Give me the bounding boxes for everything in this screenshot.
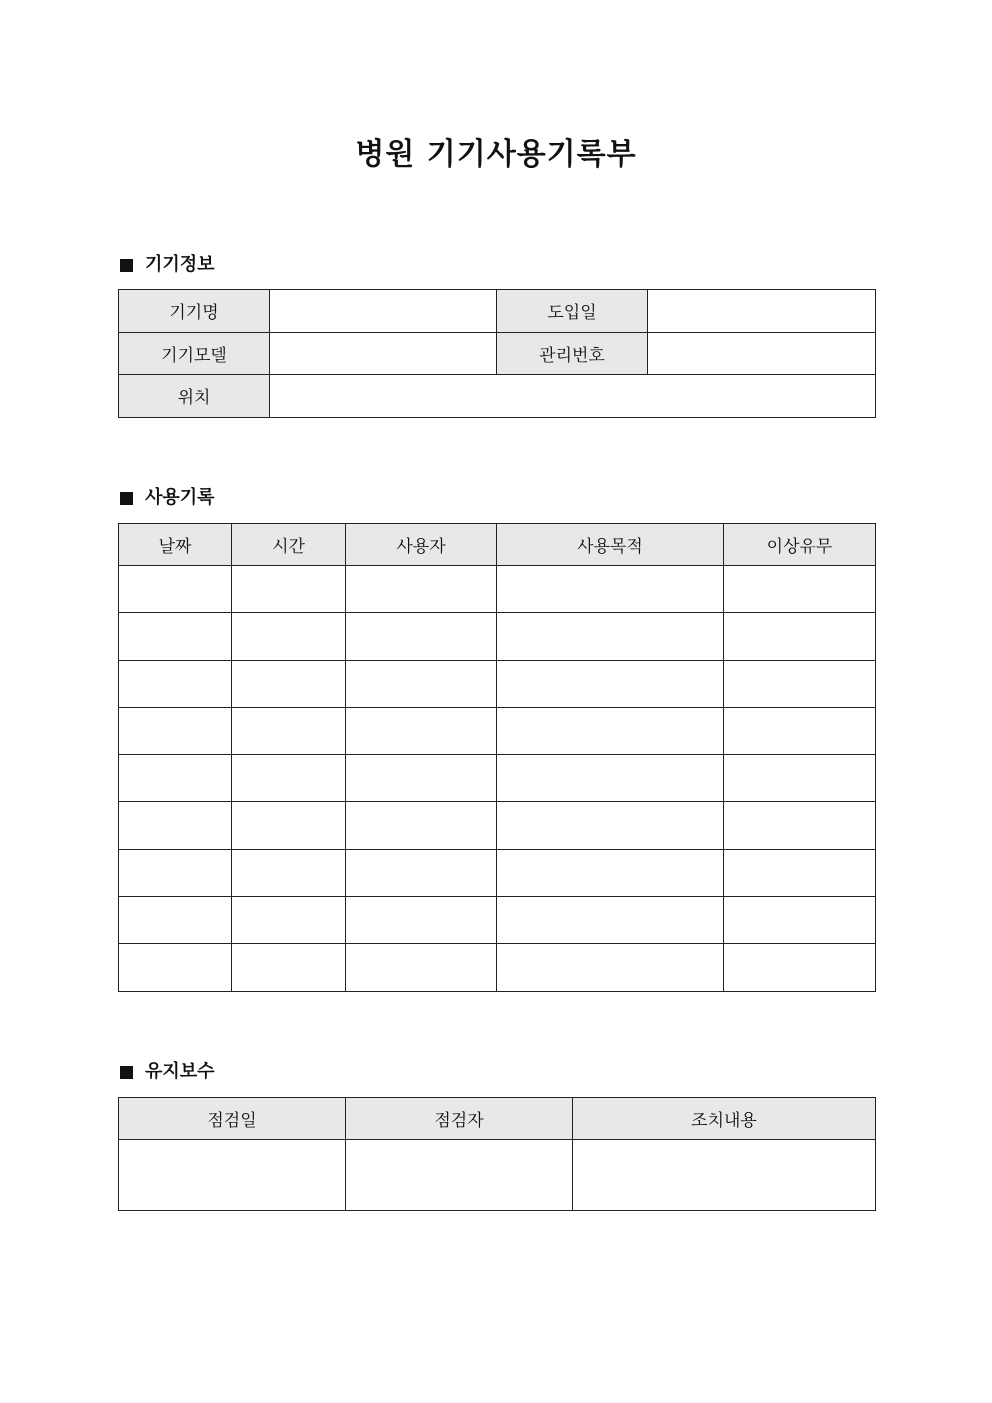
device-model-field[interactable]: [270, 332, 497, 375]
table-cell[interactable]: [497, 849, 724, 896]
table-cell[interactable]: [346, 566, 497, 613]
table-cell[interactable]: [232, 802, 346, 849]
table-cell[interactable]: [497, 944, 724, 991]
square-bullet-icon: [120, 492, 133, 505]
table-cell[interactable]: [724, 944, 876, 991]
table-cell[interactable]: [232, 849, 346, 896]
section-heading-usage-record: [118, 486, 215, 510]
table-row: [119, 707, 876, 754]
intro-date-label: 도입일: [497, 290, 648, 333]
table-cell[interactable]: [724, 897, 876, 944]
section-heading-label: 유지보수: [145, 1061, 215, 1082]
table-row: [119, 566, 876, 613]
management-no-label: 관리번호: [497, 332, 648, 375]
table-cell[interactable]: [497, 660, 724, 707]
table-cell[interactable]: [724, 802, 876, 849]
table-cell[interactable]: [346, 707, 497, 754]
table-cell[interactable]: [724, 849, 876, 896]
column-header-time: 시간: [232, 524, 346, 566]
table-cell[interactable]: [497, 566, 724, 613]
device-name-label: 기기명: [119, 290, 270, 333]
column-header-inspection-date: 점검일: [119, 1098, 346, 1140]
table-cell[interactable]: [232, 755, 346, 802]
table-cell[interactable]: [232, 660, 346, 707]
table-row: [119, 290, 876, 333]
device-model-label: 기기모델: [119, 332, 270, 375]
square-bullet-icon: [120, 259, 133, 272]
table-row: [119, 660, 876, 707]
table-cell[interactable]: [346, 755, 497, 802]
table-cell[interactable]: [346, 897, 497, 944]
device-info-table: [118, 289, 876, 418]
usage-record-table: [118, 523, 876, 992]
table-cell[interactable]: [724, 660, 876, 707]
column-header-date: 날짜: [119, 524, 232, 566]
table-cell[interactable]: [119, 1140, 346, 1211]
table-row: [119, 375, 876, 418]
table-cell[interactable]: [232, 707, 346, 754]
table-cell[interactable]: [497, 897, 724, 944]
table-cell[interactable]: [119, 566, 232, 613]
table-cell[interactable]: [724, 566, 876, 613]
table-cell[interactable]: [346, 849, 497, 896]
table-header-row: [119, 1098, 876, 1140]
table-cell[interactable]: [573, 1140, 876, 1211]
table-row: [119, 897, 876, 944]
table-cell[interactable]: [497, 755, 724, 802]
table-cell[interactable]: [119, 897, 232, 944]
table-header-row: [119, 524, 876, 566]
table-cell[interactable]: [346, 802, 497, 849]
table-row: [119, 1140, 876, 1211]
table-cell[interactable]: [346, 613, 497, 660]
table-cell[interactable]: [119, 944, 232, 991]
table-cell[interactable]: [346, 944, 497, 991]
table-row: [119, 849, 876, 896]
maintenance-table: [118, 1097, 876, 1211]
table-cell[interactable]: [346, 1140, 573, 1211]
section-heading-device-info: [118, 253, 215, 277]
table-cell[interactable]: [346, 660, 497, 707]
table-cell[interactable]: [232, 944, 346, 991]
table-row: [119, 802, 876, 849]
table-cell[interactable]: [119, 849, 232, 896]
table-row: [119, 755, 876, 802]
column-header-inspector: 점검자: [346, 1098, 573, 1140]
table-row: [119, 944, 876, 991]
section-heading-maintenance: [118, 1060, 215, 1084]
table-cell[interactable]: [232, 613, 346, 660]
table-cell[interactable]: [724, 613, 876, 660]
column-header-purpose: 사용목적: [497, 524, 724, 566]
table-cell[interactable]: [119, 613, 232, 660]
intro-date-field[interactable]: [648, 290, 876, 333]
square-bullet-icon: [120, 1066, 133, 1079]
table-cell[interactable]: [119, 707, 232, 754]
table-cell[interactable]: [232, 566, 346, 613]
table-cell[interactable]: [232, 897, 346, 944]
management-no-field[interactable]: [648, 332, 876, 375]
column-header-abnormality: 이상유무: [724, 524, 876, 566]
table-cell[interactable]: [119, 755, 232, 802]
section-heading-label: 사용기록: [145, 487, 215, 508]
location-field[interactable]: [270, 375, 876, 418]
table-cell[interactable]: [497, 613, 724, 660]
table-cell[interactable]: [497, 707, 724, 754]
location-label: 위치: [119, 375, 270, 418]
table-cell[interactable]: [724, 755, 876, 802]
table-cell[interactable]: [497, 802, 724, 849]
table-cell[interactable]: [724, 707, 876, 754]
table-row: [119, 332, 876, 375]
column-header-user: 사용자: [346, 524, 497, 566]
section-heading-label: 기기정보: [145, 254, 215, 275]
page-title: 병원 기기사용기록부: [355, 137, 637, 172]
column-header-action: 조치내용: [573, 1098, 876, 1140]
table-cell[interactable]: [119, 660, 232, 707]
device-name-field[interactable]: [270, 290, 497, 333]
table-row: [119, 613, 876, 660]
table-cell[interactable]: [119, 802, 232, 849]
